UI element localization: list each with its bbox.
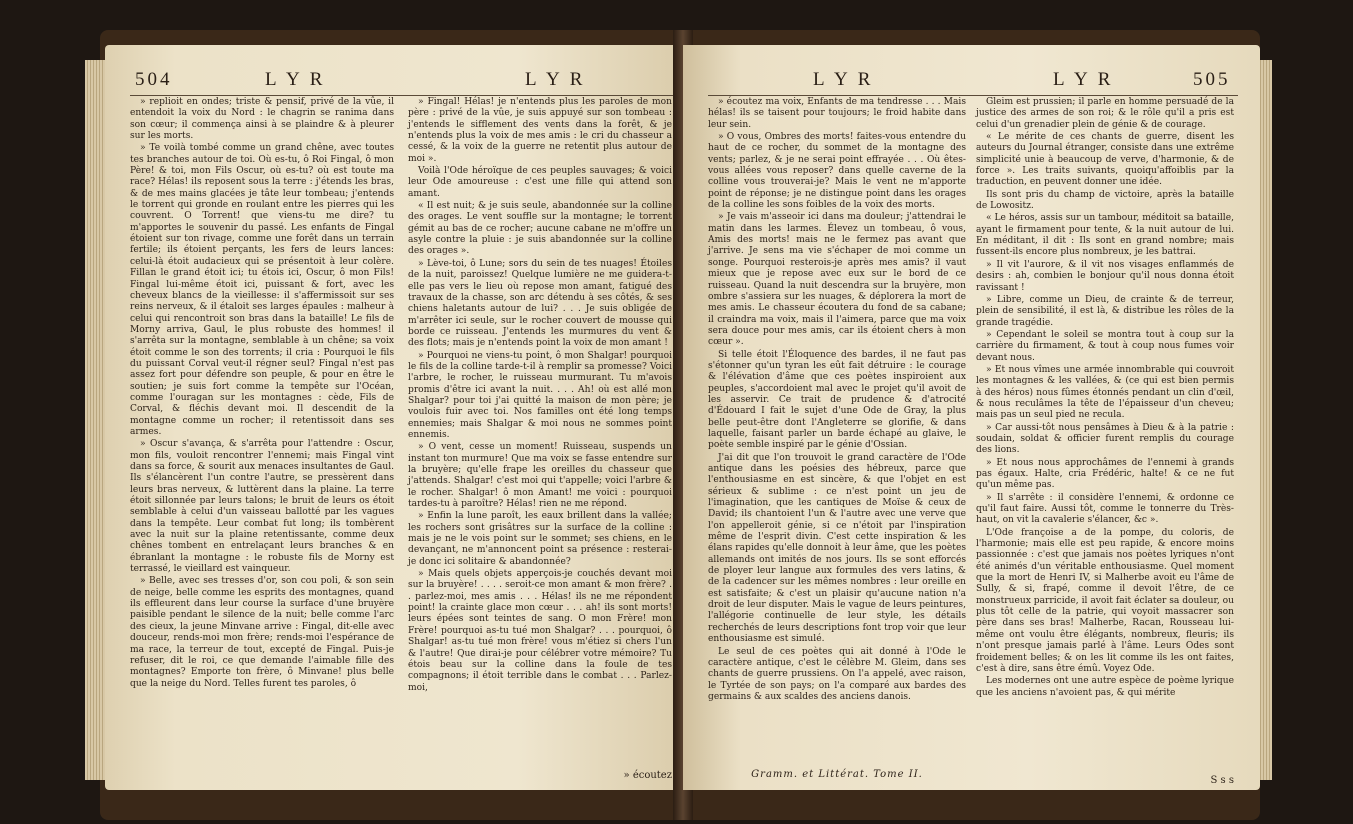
paragraph: » Pourquoi ne viens-tu point, ô mon Shalgar! pourquoi le fils de la colline tarde-t-il à remplir sa promesse? Voici l'arbre, le rocher, le ruisseau murmurant. Tu m'avois promis d'être ici avant la nuit. . . . Ah! où est allé mon Shalgar? pour toi j'ai quitté la maison de mon père; je voulois fuir avec toi. Nos familles ont été long temps ennemies; mais Shalgar & moi nous ne sommes point ennemis.: [408, 350, 672, 440]
paragraph: » Il s'arrête : il considère l'ennemi, & ordonne ce qu'il faut faire. Aussi tôt, comme le tonnerre du Très-haut, on vit la cavalerie s'élancer, &c ».: [976, 492, 1234, 526]
right-column-2: [976, 97, 1234, 700]
right-running-head: [683, 61, 1260, 95]
paragraph: « Le héros, assis sur un tambour, méditoit sa bataille, ayant le firmament pour tente, & la nuit autour de lui. En méditant, il dit : Ils sont en grand nombre; mais fussent-ils encore plus nombreux, je les battrai.: [976, 213, 1234, 258]
paragraph: » O vous, Ombres des morts! faites-vous entendre du haut de ce rocher, du sommet de la montagne des vents; parlez, & je ne serai point effrayée . . . Où êtes-vous allées vous reposer? dans quelle caverne de la colline vous trouverai-je? Mais le vent ne m'apporte point de réponse; je ne distingue point dans les orages de la colline les sons foibles de la voix des morts.: [708, 132, 966, 211]
paragraph: » Fingal! Hélas! je n'entends plus les paroles de mon père : privé de la vûe, je suis appuyé sur son tombeau : j'entends le sifflement des vents dans la forêt, & je n'entends plus la voix de mes amis : le cri du chasseur a cessé, & la voix de la guerre ne retentit plus autour de moi ».: [408, 97, 672, 164]
left-page-edges: [85, 60, 107, 780]
paragraph: » Et nous vîmes une armée innombrable qui couvroit les montagnes & les vallées, & (ce qui est bien permis à des héros) nous fûmes étonnés pendant un clin d'œil, & nous reculâmes la tête de l'épaisseur d'un cheveu; mais pas un seul pied ne recula.: [976, 364, 1234, 421]
paragraph: » Libre, comme un Dieu, de crainte & de terreur, plein de sensibilité, il est là, & distribue les rôles de la grande tragédie.: [976, 294, 1234, 328]
right-page-edges: [1258, 60, 1272, 780]
running-head-right-col2: L Y R: [1053, 69, 1114, 90]
paragraph: » Je vais m'asseoir ici dans ma douleur; j'attendrai le matin dans les larmes. Élevez un tombeau, ô vous, Amis des morts! mais ne le fermez pas avant que j'arrive. Je sens ma vie s'échaper de moi comme un songe. Pourquoi resterois-je après mes amis? il vaut mieux que je repose avec eux sur le bord de ce ruisseau. Quand la nuit descendra sur la bruyère, mon ombre s'assiera sur les nuages, & déplorera la mort de mes amis. Le chasseur écoutera du fond de sa cabane; il craindra ma voix, mais il l'aimera, parce que ma voix sera douce pour mes amis, car ils étoient chers à mon cœur ».: [708, 212, 966, 348]
header-rule-right: [708, 95, 1238, 96]
paragraph: » Lève-toi, ô Lune; sors du sein de tes nuages! Étoiles de la nuit, paroissez! Quelque lumière ne me guidera-t-elle pas vers le lieu où repose mon amant, fatigué des travaux de la chasse, son arc détendu à ses côtés, & ses chiens haletants autour de lui? . . . Je suis obligée de m'arrêter ici seule, sur le rocher couvert de mousse qui borde ce ruisseau. J'entends les murmures du vent & des flots; mais je n'entends point la voix de mon amant !: [408, 258, 672, 349]
paragraph: Les modernes ont une autre espèce de poème lyrique que les anciens n'avoient pas, & qui mérite: [976, 676, 1234, 698]
running-head-right-col1: L Y R: [813, 69, 874, 90]
paragraph: » Enfin la lune paroît, les eaux brillent dans la vallée; les rochers sont grisâtres sur la surface de la colline : mais je ne le vois point sur le sommet; ses chiens, en le devançant, ne m'annoncent point sa présence : resterai-je donc ici solitaire & abandonnée?: [408, 511, 672, 567]
paragraph: Gleim est prussien; il parle en homme persuadé de la justice des armes de son roi; & le rôle qu'il a pris est celui d'un grenadier plein de génie & de courage.: [976, 97, 1234, 130]
right-signature: Gramm. et Littérat. Tome II.: [751, 769, 923, 780]
paragraph: Voilà l'Ode héroïque de ces peuples sauvages; & voici leur Ode amoureuse : c'est une fille qui attend son amant.: [408, 166, 672, 199]
paragraph: » Te voilà tombé comme un grand chêne, avec toutes tes branches autour de toi. Où es-tu, ô Roi Fingal, ô mon Père! & toi, mon Fils Oscur, où es-tu? où est toute ma race? Hélas! ils reposent sous la terre : j'étends les bras, & de mes mains glacées je tâte leur tombeau; j'entends le torrent qui gronde en roulant entre les pierres qui les couvrent. O Torrent! que viens-tu me dire? tu m'apportes le souvenir du passé. Les enfants de Fingal étoient sur ton rivage, comme une forêt dans un terrain fertile; ils étoient perçants, les fers de leurs lances: celui-là étoit audacieux qui se présentoit à leur colère. Fillan le grand étoit ici; tu étois ici, Oscur, ô mon Fils! Fingal lui-même étoit ici, puissant & fort, avec les cheveux blancs de la vieillesse: il s'affermissoit sur ses reins nerveux, & il étaloit ses larges épaules : malheur à celui qui rencontroit son bras dans la bataille! Le fils de Morny arriva, Gaul, le plus robuste des hommes! il s'arrêta sur la montagne, semblable à un chêne; sa voix étoit comme le son des torrents; il cria : Pourquoi le fils du puissant Corval veut-il régner seul? Fingal n'est pas assez fort pour défendre son peuple, & pour en être le soutien; je suis fort comme la tempête sur l'Océan, comme l'ouragan sur les montagnes : cède, Fils de Corval, & fléchis devant moi. Il descendit de la montagne comme un rocher; il retentissoit dans ses armes.: [130, 143, 394, 437]
left-running-head: [105, 61, 695, 95]
running-head-left-col1: L Y R: [265, 69, 326, 90]
running-head-left-col2: L Y R: [525, 69, 586, 90]
paragraph: » Belle, avec ses tresses d'or, son cou poli, & son sein de neige, belle comme les esprits des montagnes, quand ils effleurent dans leur course la surface d'une bruyère paisible pendant le silence de la nuit; belle comme l'arc des cieux, la jeune Minvane arrive : Fingal, dit-elle avec douceur, rends-moi mon frère; rends-moi l'espérance de ma race, la terreur de tout, excepté de Fingal. Puis-je refuser, dit le roi, ce que demande l'aimable fille des montagnes? Emporte ton frère, ô Minvane! plus belle que la neige du Nord. Telles furent tes paroles, ô: [130, 576, 394, 689]
header-rule-left: [130, 95, 675, 96]
paragraph: Ils sont pris du champ de victoire, après la bataille de Lowositz.: [976, 189, 1234, 212]
left-column-2: [408, 97, 672, 695]
right-page: [683, 45, 1260, 790]
paragraph: » Cependant le soleil se montra tout à coup sur la carrière du firmament, & tout à coup nous fumes voir devant nous.: [976, 329, 1234, 363]
paragraph: « Il est nuit; & je suis seule, abandonnée sur la colline des orages. Le vent souffle sur la montagne; le torrent gémit au bas de ce rocher; aucune cabane ne m'offre un asyle contre la pluie : je suis abandonnée sur la colline des orages ».: [408, 201, 672, 257]
paragraph: » Car aussi-tôt nous pensâmes à Dieu & à la patrie : soudain, soldat & officier furent remplis du courage des lions.: [976, 422, 1234, 456]
paragraph: J'ai dit que l'on trouvoit le grand caractère de l'Ode antique dans les poésies des hébreux, parce que l'enthousiasme en est sincère, & que l'objet en est sérieux & sublime : ce n'est point un jeu de l'imagination, que les cantiques de Moïse & ceux de David; ils chantoient l'un & l'autre avec une verve que l'on appelleroit génie, si ce n'étoit par l'inspiration même de l'esprit divin. C'est cette inspiration & les élans rapides qu'elle donnoit à leur âme, que les poètes allemands ont imités de nos jours. Ils se sont efforcés de ployer leur langue aux formules des vers latins, & de la cadencer sur les mêmes nombres : leur oreille en est satisfaite; & c'est un plaisir qu'aucune nation n'a droit de leur disputer. Mais le vague de leurs peintures, l'allégorie continuelle de leur style, les détails recherchés de leurs descriptions font trop voir que leur enthousiasme est simulé.: [708, 452, 966, 645]
paragraph: » Oscur s'avança, & s'arrêta pour l'attendre : Oscur, mon fils, vouloit rencontrer l'ennemi; mais Fingal vint dans sa force, & sourit aux menaces insultantes de Gaul. Ils s'élancèrent l'un contre l'autre, se pressèrent dans leurs bras nerveux, & luttèrent dans la plaine. La terre étoit sillonnée par leurs talons; le bruit de leurs os étoit semblable à celui d'un vaisseau ballotté par les vagues dans la tempête. Leur combat fut long; ils tombèrent avec la nuit sur la plaine retentissante, comme deux chênes tombent en entrelaçant leurs branches & en ébranlant la montagne : le robuste fils de Morny est terrassé, le vieillard est vainqueur.: [130, 439, 394, 575]
right-signature-mark: S s s: [1210, 775, 1234, 786]
paragraph: « Le mérite de ces chants de guerre, disent les auteurs du Journal étranger, consiste dans une extrême simplicité unie à beaucoup de verve, d'harmonie, & de force ». Les traits suivants, quoiqu'affoiblis par la traduction, en peuvent donner une idée.: [976, 132, 1234, 188]
right-column-1: [708, 97, 966, 704]
paragraph: Le seul de ces poètes qui ait donné à l'Ode le caractère antique, c'est le célèbre M. Gleim, dans ses chants de guerre prussiens. On l'a appelé, avec raison, le Tyrtée de son pays; on l'a comparé aux bardes des germains & aux scaldes des anciens danois.: [708, 646, 966, 702]
paragraph: L'Ode françoise a de la pompe, du coloris, de l'harmonie; mais elle est peu rapide, & encore moins passionnée : c'est que jamais nos poètes lyriques n'ont été animés d'un véritable enthousiasme. Quel moment que la mort de Henri IV, si Malherbe avoit eu l'âme de Sully, & si, frapé, comme il devoit l'être, de ce monstrueux parricide, il avoit fait éclater sa douleur, ou plus tôt celle de la patrie, qui voyoit massacrer son père dans ses bras! Malherbe, Racan, Rousseau lui-même ont voulu être élégants, nombreux, fleuris; ils n'ont presque jamais parlé à l'âme. Leurs Odes sont froidement belles; & on les lit comme ils les ont faites, c'est à dire, sans être émû. Voyez Ode.: [976, 527, 1234, 674]
paragraph: » Et nous nous approchâmes de l'ennemi à grands pas égaux. Halte, cria Frédéric, halte! & ce ne fut qu'un même pas.: [976, 457, 1234, 491]
left-column-1: [130, 97, 394, 691]
left-catchword: » écoutez: [623, 770, 672, 781]
left-page: [105, 45, 695, 790]
paragraph: » écoutez ma voix, Enfants de ma tendresse . . . Mais hélas! ils se taisent pour toujours; le froid habite dans leur sein.: [708, 97, 966, 130]
page-number-left: 504: [135, 69, 173, 90]
paragraph: » replioit en ondes; triste & pensif, privé de la vûe, il entendoit la voix du Nord : le chagrin se ranima dans son cœur; il commença ainsi à se plaindre & à pleurer sur les morts.: [130, 97, 394, 142]
paragraph: » Il vit l'aurore, & il vit nos visages enflammés de desirs : ah, combien le bonjour qu'il nous donna étoit ravissant !: [976, 259, 1234, 293]
paragraph: Si telle étoit l'Éloquence des bardes, il ne faut pas s'étonner qu'un tyran les eût fait détruire : le courage & l'élévation d'âme que ces poètes inspiroient aux peuples, s'accordoient mal avec le projet qu'il avoit de les asservir. Ce trait de prudence & d'atrocité d'Édouard I fait le sujet d'une Ode de Gray, la plus belle peut-être dont l'Angleterre se glorifie, & dans laquelle, faisant parler un barde échapé au glaive, le poète semble inspiré par le génie d'Ossian.: [708, 349, 966, 451]
paragraph: » Mais quels objets apperçois-je couchés devant moi sur la bruyère! . . . . seroit-ce mon amant & mon frère? . . parlez-moi, mes amis . . . Hélas! ils ne me répondent point! la crainte glace mon cœur . . . ah! ils sont morts! leurs épées sont teintes de sang. O mon Frère! mon Frère! pourquoi as-tu tué mon Shalgar? . . . pourquoi, ô Shalgar! as-tu tué mon frère! vous m'étiez si chers l'un & l'autre! Que dirai-je pour célébrer votre mémoire? Tu étois beau sur la colline dans la foule de tes compagnons; il étoit terrible dans le combat . . . Parlez-moi,: [408, 569, 672, 693]
paragraph: » O vent, cesse un moment! Ruisseau, suspends un instant ton murmure! Que ma voix se fasse entendre sur la bruyère; qu'elle frape les oreilles du chasseur que j'attends. Shalgar! c'est moi qui t'appelle; voici l'arbre & le rocher. Shalgar! ô mon Amant! me voici : pourquoi tardes-tu à paroître? Hélas! rien ne me répond.: [408, 442, 672, 510]
page-number-right: 505: [1193, 69, 1231, 90]
